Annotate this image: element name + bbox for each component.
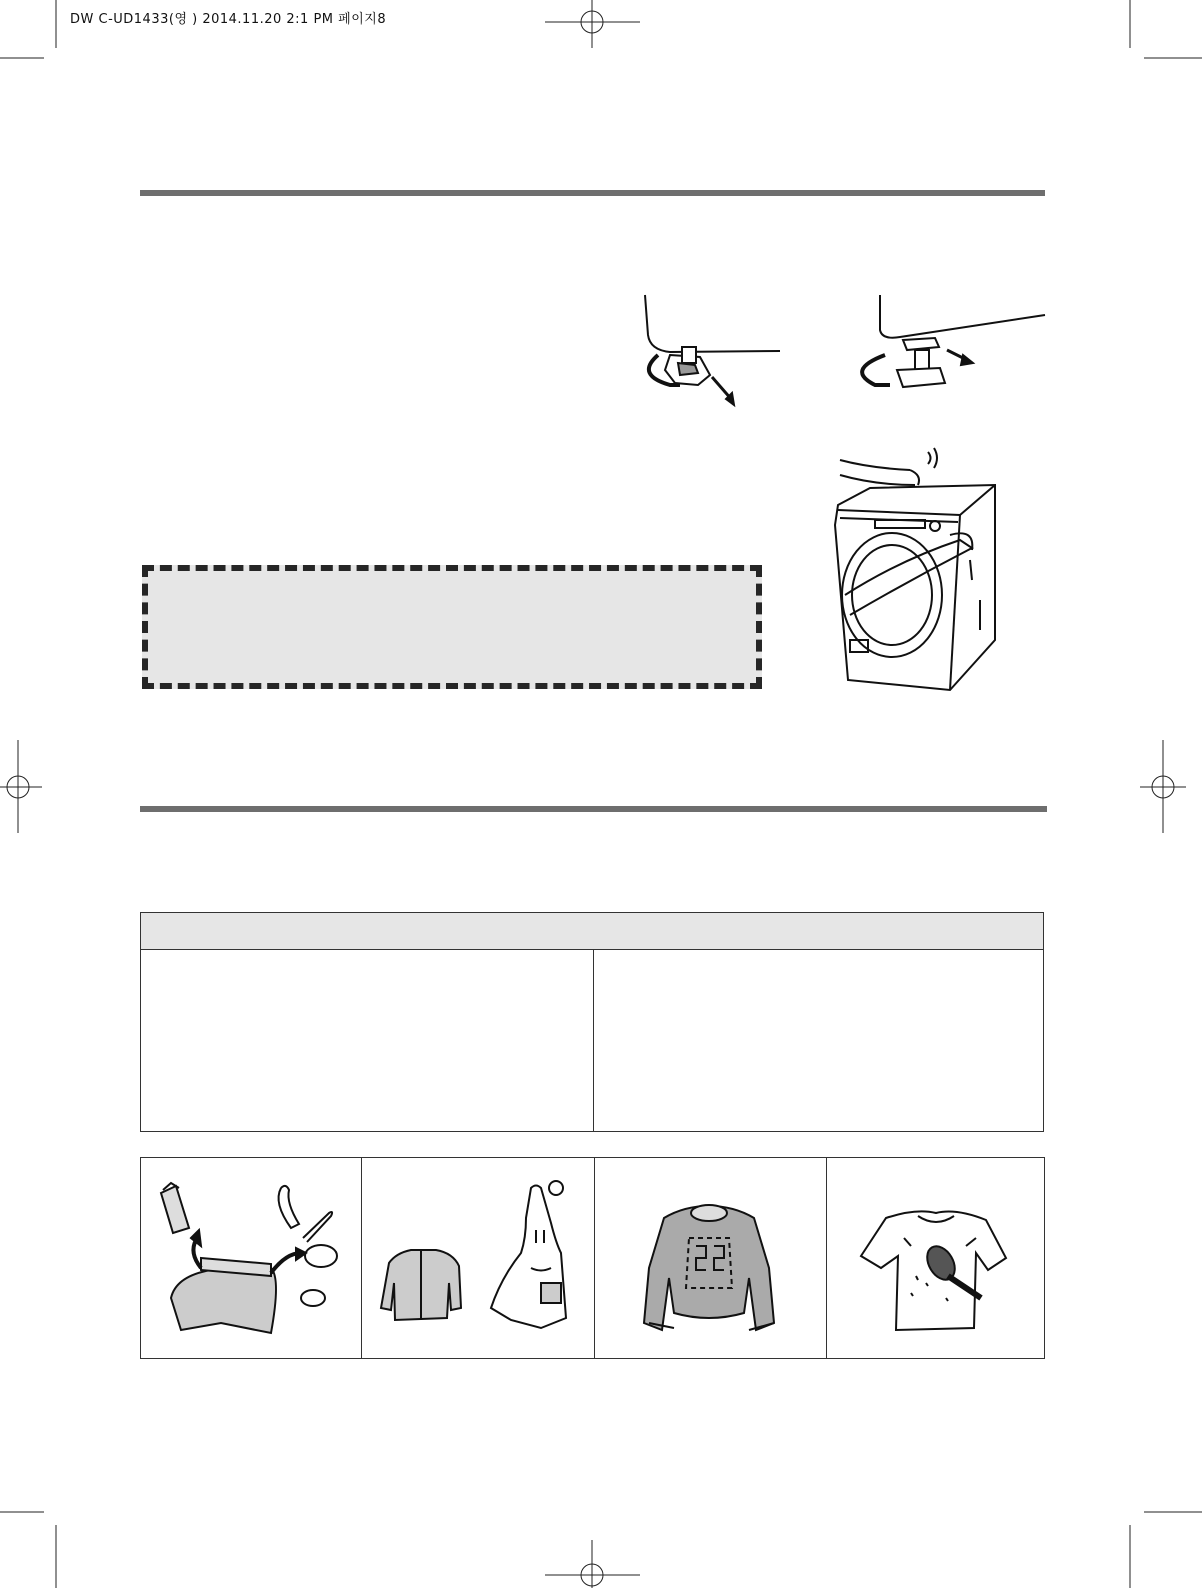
panel-pretreat-stains [826,1158,1046,1358]
foot-loosen-nut-icon [640,295,790,410]
preparation-panels [140,1157,1045,1359]
empty-pockets-icon [141,1158,361,1358]
foot-adjust-leg-icon [855,295,1055,405]
pretreat-stains-icon [826,1158,1046,1358]
panel-empty-pockets [141,1158,362,1358]
print-header: DW C-UD1433(영 ) 2014.11.20 2:1 PM 페이지8 [70,12,387,27]
note-callout-box [142,565,762,689]
washer-rocking-check-icon [830,440,1005,695]
turn-inside-out-icon [594,1158,826,1358]
section-rule-top [140,190,1045,196]
preparation-table [140,912,1044,1132]
section-rule-middle [140,806,1047,812]
table-header-row [141,913,1043,950]
panel-turn-inside-out [594,1158,827,1358]
table-column-divider [593,949,594,1131]
panel-fasten-zippers [361,1158,595,1358]
fasten-zippers-ties-icon [361,1158,594,1358]
